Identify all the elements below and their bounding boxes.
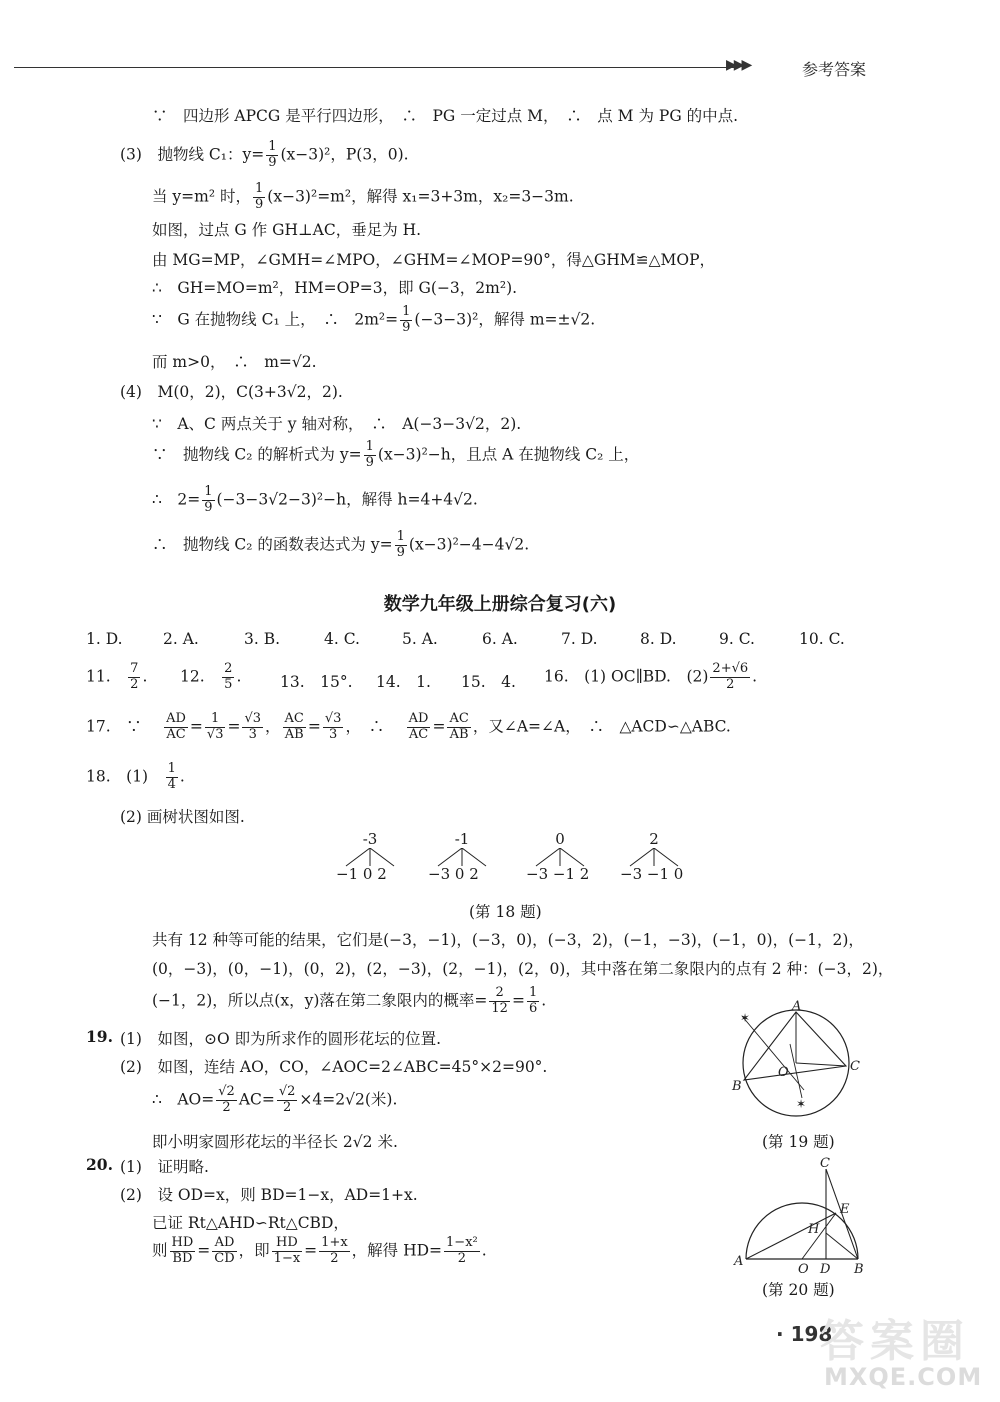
q18-text-3: (−1，2)，所以点(x，y)落在第二象限内的概率= $\frac{2}{12}$ = $\frac{1}{6}$ . <box>152 985 547 1016</box>
svg-text:C: C <box>820 1156 830 1171</box>
answer-14: 14. 1. <box>376 673 431 691</box>
fraction-1-9: $\frac{1}{9}$ <box>204 484 213 515</box>
answer-17: 17. ∵ $\frac{AD}{AC}$ = $\frac{1}{√3}$ = $\frac{√3}{3}$ ， $\frac{AC}{AB}$ = $\frac{√3}{3}$ ， ∴ $\frac{AD}{AC}$ = $\frac{AC}{AB}$ ，又∠A=∠A， ∴ △ACD∽△ABC. <box>86 711 731 742</box>
answer-18-part2: (2) 画树状图如图. <box>120 808 245 826</box>
fraction-1-9: $\frac{1}{9}$ <box>365 439 374 470</box>
answer-11: 11. $\frac{7}{2}$ . <box>86 661 148 692</box>
line-2-end: (x−3)²，P(3，0). <box>280 145 409 164</box>
caption-q20: (第 20 题) <box>762 1281 835 1299</box>
q20-part4: 则 $\frac{HD}{BD}$ = $\frac{AD}{CD}$ ，即 $\frac{HD}{1-x}$ = $\frac{1+x}{2}$ ，解得 HD= $\frac{\text{1−x²}}{2}$ . <box>152 1235 487 1266</box>
answer-1: 1. D. <box>86 630 123 648</box>
svg-text:B: B <box>732 1079 742 1094</box>
svg-text:C: C <box>850 1059 860 1074</box>
svg-text:✶: ✶ <box>796 1097 807 1111</box>
watermark <box>820 1305 990 1395</box>
q18-text-1: 共有 12 种等可能的结果，它们是(−3，−1)，(−3，0)，(−3，2)，(−1，−3)，(−1，0)，(−1，2)， <box>152 931 864 949</box>
answer-16: 16. (1) OC∥BD. (2) $\frac{2+√6}{2}$ . <box>544 661 758 692</box>
q20-number: 20. <box>86 1155 113 1174</box>
svg-text:✶: ✶ <box>740 1011 751 1025</box>
fraction-1-9: $\frac{1}{9}$ <box>396 529 405 560</box>
line-11: ∵ 抛物线 C₂ 的解析式为 y= $\frac{1}{9}$ (x−3)²−h，且点 A 在抛物线 C₂ 上， <box>152 439 640 470</box>
answer-6: 6. A. <box>482 630 518 648</box>
answer-2: 2. A. <box>163 630 199 648</box>
answer-12: 12. $\frac{2}{5}$ . <box>180 661 242 692</box>
header-arrows-icon: ▶▶▶ <box>726 57 750 73</box>
tree-diagram-3: 0 −3 −1 2 <box>526 830 590 883</box>
page-number: · 198 <box>776 1322 833 1346</box>
section-title: 数学九年级上册综合复习(六) <box>383 594 617 615</box>
answer-10: 10. C. <box>799 630 845 648</box>
line-5: 由 MG=MP，∠GMH=∠MPO，∠GHM=∠MOP=90°，得△GHM≌△MOP， <box>152 251 716 269</box>
answer-15: 15. 4. <box>461 673 516 691</box>
answer-4: 4. C. <box>324 630 360 648</box>
svg-text:O: O <box>778 1065 789 1080</box>
svg-text:D: D <box>820 1262 831 1275</box>
q19-part3: ∴ AO= $\frac{√2}{2}$ AC= $\frac{√2}{2}$ ×4=2√2(米). <box>152 1084 398 1115</box>
svg-text:E: E <box>840 1202 850 1217</box>
svg-text:A: A <box>792 999 802 1014</box>
figure-q20-semicircle <box>730 1155 870 1275</box>
line-6: ∴ GH=MO=m²，HM=OP=3，即 G(−3，2m²). <box>152 279 518 297</box>
tree-diagram-2: -1 −3 0 2 <box>432 830 532 885</box>
svg-text:A: A <box>734 1254 744 1269</box>
answer-8: 8. D. <box>640 630 677 648</box>
line-12: ∴ 2= $\frac{1}{9}$ (−3−3√2−3)²−h，解得 h=4+4√2. <box>152 484 478 515</box>
fraction-1-9: $\frac{1}{9}$ <box>255 181 264 212</box>
watermark-url: MXQE.COM <box>824 1363 983 1391</box>
line-4: 如图，过点 G 作 GH⊥AC，垂足为 H. <box>152 221 422 239</box>
fraction-1-9: $\frac{1}{9}$ <box>268 139 277 170</box>
q18-text-2: (0，−3)，(0，−1)，(0，2)，(2，−3)，(2，−1)，(2，0)，其中落在第二象限内的点有 2 种：(−3，2)， <box>152 960 894 978</box>
fraction-2-plus-sqrt6-over-2: $\frac{2+√6}{2}$ <box>712 661 749 692</box>
q20-part1: (1) 证明略. <box>120 1158 209 1176</box>
answer-9: 9. C. <box>719 630 755 648</box>
line-2 <box>120 140 409 171</box>
answer-5: 5. A. <box>402 630 438 648</box>
q19-number: 19. <box>86 1027 113 1046</box>
figure-q19-circle <box>728 998 868 1124</box>
line-10: ∵ A、C 两点关于 y 轴对称， ∴ A(−3−3√2，2). <box>152 415 522 433</box>
q20-part2: (2) 设 OD=x，则 BD=1−x，AD=1+x. <box>120 1186 418 1204</box>
svg-text:H: H <box>808 1222 820 1237</box>
header-rule <box>14 67 736 68</box>
line-2-start: (3) 抛物线 C₁：y= <box>120 145 265 164</box>
line-3: 当 y=m² 时， $\frac{1}{9}$ (x−3)²=m²，解得 x₁=3+3m，x₂=3−3m. <box>152 181 574 212</box>
line-7: ∵ G 在抛物线 C₁ 上， ∴ 2m²= $\frac{1}{9}$ (−3−3)²，解得 m=±√2. <box>152 304 596 335</box>
caption-q19: (第 19 题) <box>762 1133 835 1151</box>
fraction-1-4: $\frac{1}{4}$ <box>167 761 176 792</box>
line-9: (4) M(0，2)，C(3+3√2，2). <box>120 383 343 401</box>
answer-18-part1: 18. (1) $\frac{1}{4}$ . <box>86 761 185 792</box>
tree-diagram-4: 2 −3 −1 0 <box>620 830 684 883</box>
header-title: 参考答案 <box>802 60 867 79</box>
svg-text:O: O <box>798 1262 809 1275</box>
line-8: 而 m>0， ∴ m=√2. <box>152 353 317 371</box>
q20-part3: 已证 Rt△AHD∽Rt△CBD， <box>152 1214 349 1232</box>
line-13: ∴ 抛物线 C₂ 的函数表达式为 y= $\frac{1}{9}$ (x−3)²−4−4√2. <box>152 529 530 560</box>
line-1: ∵ 四边形 APCG 是平行四边形， ∴ PG 一定过点 M， ∴ 点 M 为 PG 的中点. <box>152 107 739 125</box>
svg-text:B: B <box>854 1262 864 1275</box>
fraction-1-9: $\frac{1}{9}$ <box>402 304 411 335</box>
q19-part4: 即小明家圆形花坛的半径长 2√2 米. <box>152 1133 398 1151</box>
q19-part1: (1) 如图，⊙O 即为所求作的圆形花坛的位置. <box>120 1030 442 1048</box>
watermark-logo: 答案圈 <box>820 1316 970 1367</box>
answer-7: 7. D. <box>561 630 598 648</box>
q19-part2: (2) 如图，连结 AO，CO，∠AOC=2∠ABC=45°×2=90°. <box>120 1058 548 1076</box>
fraction-7-2: $\frac{7}{2}$ <box>130 661 139 692</box>
answer-13: 13. 15°. <box>280 673 353 691</box>
tree-diagram-1: -3 −1 0 2 <box>340 830 440 885</box>
answer-3: 3. B. <box>244 630 281 648</box>
caption-q18: (第 18 题) <box>469 903 542 921</box>
fraction-2-5: $\frac{2}{5}$ <box>224 661 233 692</box>
